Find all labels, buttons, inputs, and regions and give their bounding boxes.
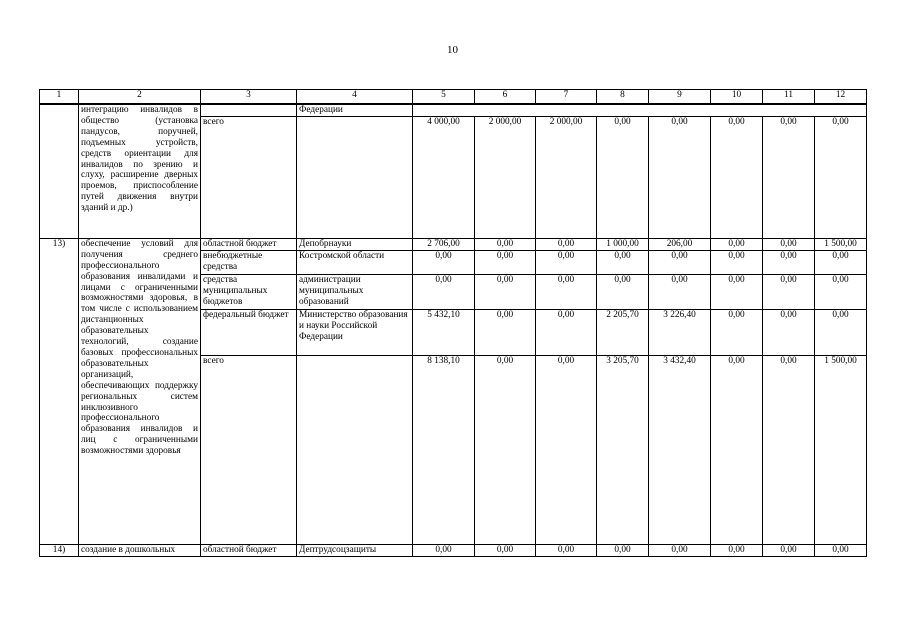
value-cell: 5 432,10 [413, 309, 475, 355]
value-cell: 0,00 [536, 309, 597, 355]
header-row [40, 90, 867, 105]
col-header: 8 [597, 90, 649, 105]
value-cell: 0,00 [763, 274, 815, 309]
value-cell: 0,00 [475, 250, 536, 274]
value-cell: 0,00 [763, 355, 815, 544]
col-header: 1 [40, 90, 79, 105]
executor-cell: Депобрнауки [297, 238, 413, 250]
value-cell: 0,00 [597, 250, 649, 274]
executor-cell [297, 355, 413, 544]
value-cell: 0,00 [413, 250, 475, 274]
col-header: 9 [649, 90, 711, 105]
executor-cell [297, 116, 413, 238]
col-header: 3 [201, 90, 297, 105]
source-cell: внебюджетные средства [201, 250, 297, 274]
value-cell: 1 500,00 [815, 238, 867, 250]
value-cell: 0,00 [475, 309, 536, 355]
value-cell: 0,00 [536, 250, 597, 274]
value-cell: 0,00 [649, 544, 711, 556]
col-header: 5 [413, 90, 475, 105]
value-cell: 0,00 [763, 238, 815, 250]
value-cell: 0,00 [815, 274, 867, 309]
value-cell: 0,00 [536, 238, 597, 250]
page-number: 10 [447, 44, 458, 56]
value-cell: 0,00 [413, 544, 475, 556]
value-cell: 0,00 [815, 116, 867, 238]
source-cell: всего [201, 355, 297, 544]
value-cell: 0,00 [649, 116, 711, 238]
table-row [40, 104, 867, 116]
value-cell: 0,00 [763, 309, 815, 355]
measure-description: обеспечение условий для получения среднего профессионального образования инвалидами и лицами с ограниченными возможностями здоровья, в том числе с использованием дистанционных образовательных технологий, создание базовых профессиональных образовательных организаций, обеспечивающих поддержку региональных систем инклюзивного профессионального образования инвалидов и лиц с ограниченными возможностями здоровья [79, 238, 201, 544]
value-cell: 0,00 [763, 250, 815, 274]
source-cell: областной бюджет [201, 238, 297, 250]
value-cell: 1 000,00 [597, 238, 649, 250]
value-cell: 0,00 [536, 544, 597, 556]
value-cell: 0,00 [711, 116, 763, 238]
value-cell: 0,00 [475, 355, 536, 544]
value-cell: 2 706,00 [413, 238, 475, 250]
value-cell: 0,00 [597, 544, 649, 556]
value-cell: 0,00 [763, 544, 815, 556]
value-cell: 4 000,00 [413, 116, 475, 238]
value-cell: 0,00 [711, 355, 763, 544]
value-cell: 0,00 [475, 238, 536, 250]
value-cell: 0,00 [413, 274, 475, 309]
executor-cell: Министерство образования и науки Российской Федерации [297, 309, 413, 355]
value-cell: 3 205,70 [597, 355, 649, 544]
col-header: 7 [536, 90, 597, 105]
value-cell: 0,00 [711, 250, 763, 274]
source-cell: всего [201, 116, 297, 238]
program-table [39, 89, 867, 557]
executor-cell: администрации муниципальных образований [297, 274, 413, 309]
value-cell: 8 138,10 [413, 355, 475, 544]
executor-cell: Дептрудсоцзащиты [297, 544, 413, 556]
row-number-cell: 13) [40, 238, 79, 544]
source-cell [201, 104, 297, 116]
value-cell: 0,00 [711, 309, 763, 355]
value-cell: 0,00 [711, 274, 763, 309]
value-cell: 0,00 [711, 238, 763, 250]
col-header: 11 [763, 90, 815, 105]
value-cell: 206,00 [649, 238, 711, 250]
blank-cell [413, 104, 867, 116]
table-row [40, 544, 867, 556]
value-cell: 0,00 [649, 250, 711, 274]
value-cell: 1 500,00 [815, 355, 867, 544]
table-row [40, 238, 867, 250]
value-cell: 2 000,00 [475, 116, 536, 238]
value-cell: 3 226,40 [649, 309, 711, 355]
value-cell: 2 000,00 [536, 116, 597, 238]
measure-description: создание в дошкольных [79, 544, 201, 556]
source-cell: областной бюджет [201, 544, 297, 556]
value-cell: 0,00 [536, 355, 597, 544]
col-header: 4 [297, 90, 413, 105]
value-cell: 0,00 [815, 250, 867, 274]
value-cell: 0,00 [763, 116, 815, 238]
measure-description: интеграцию инвалидов в общество (установка пандусов, поручней, подъемных устройств, средств ориентации для инвалидов по зрению и слуху, расширение дверных проемов, приспособление путей движения внутри зданий и др.) [79, 104, 201, 238]
value-cell: 3 432,40 [649, 355, 711, 544]
value-cell: 0,00 [475, 274, 536, 309]
value-cell: 0,00 [815, 544, 867, 556]
col-header: 2 [79, 90, 201, 105]
source-cell: федеральный бюджет [201, 309, 297, 355]
value-cell: 2 205,70 [597, 309, 649, 355]
col-header: 12 [815, 90, 867, 105]
executor-cell: Костромской области [297, 250, 413, 274]
value-cell: 0,00 [597, 274, 649, 309]
value-cell: 0,00 [711, 544, 763, 556]
source-cell: средства муниципальных бюджетов [201, 274, 297, 309]
col-header: 6 [475, 90, 536, 105]
value-cell: 0,00 [815, 309, 867, 355]
value-cell: 0,00 [649, 274, 711, 309]
value-cell: 0,00 [536, 274, 597, 309]
executor-cell: Федерации [297, 104, 413, 116]
value-cell: 0,00 [475, 544, 536, 556]
value-cell: 0,00 [597, 116, 649, 238]
col-header: 10 [711, 90, 763, 105]
row-number-cell [40, 104, 79, 238]
row-number-cell: 14) [40, 544, 79, 556]
